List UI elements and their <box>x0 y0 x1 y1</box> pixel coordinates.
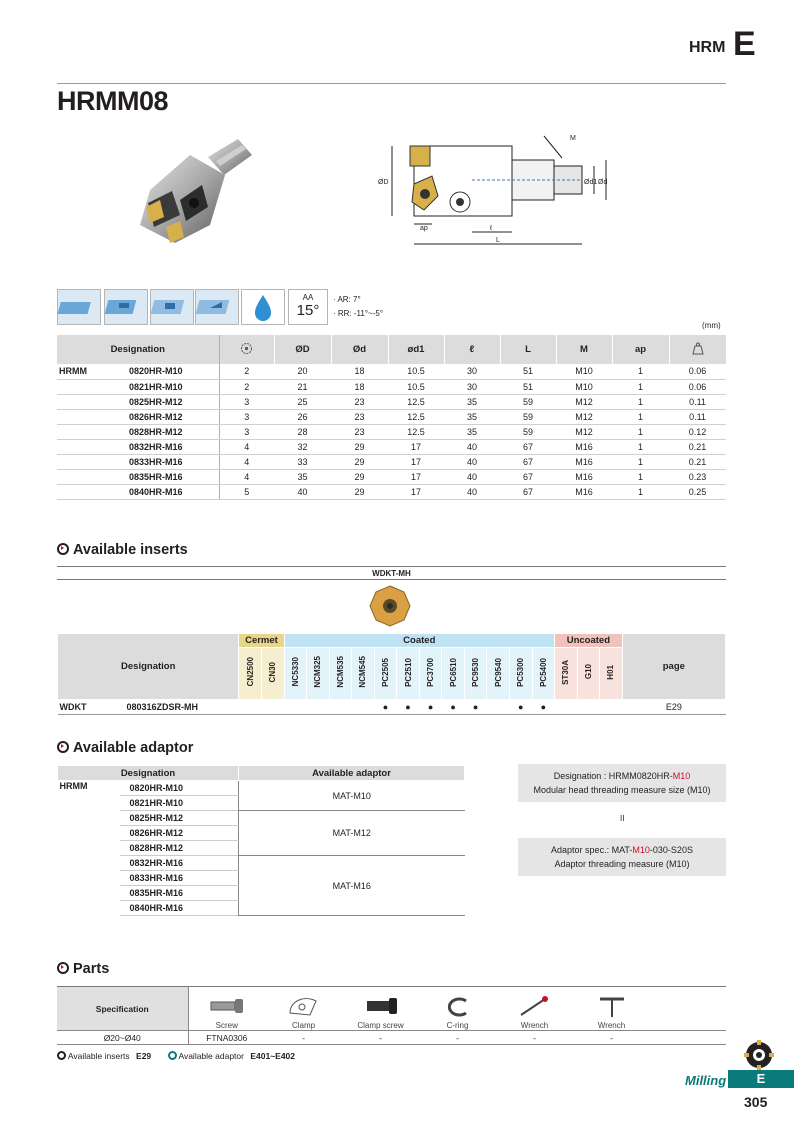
value-cell: 59 <box>500 424 556 439</box>
ap-header: ap <box>612 335 669 364</box>
table-row <box>57 424 726 439</box>
dim-label-l-small: ℓ <box>490 225 493 232</box>
grade-header: ST30A <box>555 648 578 700</box>
value-cell: 35 <box>444 409 500 424</box>
value-cell: 23 <box>331 409 388 424</box>
grade-availability-cell: ● <box>464 700 487 715</box>
group-cell <box>58 901 120 916</box>
value-cell: 51 <box>500 379 556 394</box>
part-screw: Screw <box>188 987 265 1031</box>
table-row <box>58 781 465 796</box>
grade-availability-cell <box>577 700 600 715</box>
designation-cell: 0825HR-M12 <box>119 394 219 409</box>
adaptor-cell: MAT-M16 <box>239 856 465 916</box>
value-cell: M16 <box>556 470 612 485</box>
table-row <box>57 394 726 409</box>
grade-header: PC5400 <box>532 648 555 700</box>
value-cell: 20 <box>274 364 331 379</box>
value-cell: M10 <box>556 379 612 394</box>
value-cell: 33 <box>274 455 331 470</box>
designation-note-line1: Designation : HRMM0820HR-M10 <box>553 771 691 781</box>
value-cell: 59 <box>500 409 556 424</box>
insert-type: WDKT 080316ZDSR-MH <box>58 700 239 715</box>
rake-angle-notes <box>333 293 383 321</box>
dim-label-m: M <box>570 135 576 142</box>
inserts-section-title: Available inserts <box>57 542 188 558</box>
table-row <box>57 409 726 424</box>
page-title: HRMM08 <box>57 86 169 116</box>
dim-label-d: Ød <box>598 179 608 186</box>
value-cell: 1 <box>612 424 669 439</box>
part-clamp: Clamp <box>265 987 342 1031</box>
grade-header: PC9540 <box>487 648 510 700</box>
value-cell: 5 <box>219 485 274 500</box>
value-cell: 35 <box>444 394 500 409</box>
value-cell: 25 <box>274 394 331 409</box>
value-cell: M12 <box>556 424 612 439</box>
table-row <box>57 364 726 379</box>
value-cell: 0.21 <box>669 455 726 470</box>
value-cell: 1 <box>612 379 669 394</box>
section-bullet-icon <box>57 543 69 555</box>
designation-cell: 0835HR-M16 <box>120 886 239 901</box>
value-cell: 18 <box>331 364 388 379</box>
value-cell: 1 <box>612 409 669 424</box>
designation-cell: 0820HR-M10 <box>119 364 219 379</box>
c-ring-icon <box>438 993 478 1019</box>
value-cell: 40 <box>274 485 331 500</box>
parts-image-row <box>57 987 726 1031</box>
group-cell <box>57 485 119 500</box>
category-label: Milling <box>685 1073 727 1088</box>
value-cell: 17 <box>388 470 444 485</box>
table-row <box>58 856 465 871</box>
thread-header: M <box>556 335 612 364</box>
grade-availability-cell <box>307 700 330 715</box>
weight-header <box>669 335 726 364</box>
designation-cell: 0832HR-M16 <box>119 439 219 454</box>
page-number: 305 <box>744 1094 768 1110</box>
grade-availability-cell <box>352 700 375 715</box>
group-cell: HRMM <box>57 364 119 379</box>
footer-adaptor-label: Available adaptor <box>178 1051 244 1061</box>
dim-label-od1: Ød1 <box>584 179 598 186</box>
part-c-ring: C-ring <box>419 987 496 1031</box>
designation-note <box>518 764 726 802</box>
designation-cell: 0833HR-M16 <box>119 455 219 470</box>
axial-rake-note: · AR: 7° <box>333 295 361 304</box>
group-cell <box>57 409 119 424</box>
value-cell: 29 <box>331 439 388 454</box>
adaptor-cell: MAT-M10 <box>239 781 465 811</box>
group-cell <box>58 811 120 826</box>
grade-availability-cell <box>487 700 510 715</box>
designation-cell: 0825HR-M12 <box>120 811 239 826</box>
od-header: ØD <box>274 335 331 364</box>
value-cell: 17 <box>388 439 444 454</box>
value-cell: 4 <box>219 439 274 454</box>
value-cell: 10.5 <box>388 379 444 394</box>
clamp-screw-icon <box>361 993 401 1019</box>
grade-availability-cell <box>555 700 578 715</box>
value-cell: 30 <box>444 379 500 394</box>
insert-designation-header: Designation <box>58 634 239 700</box>
value-cell: 17 <box>388 485 444 500</box>
value-cell: 23 <box>331 394 388 409</box>
designation-cell: 0832HR-M16 <box>120 856 239 871</box>
value-cell: M16 <box>556 485 612 500</box>
value-cell: 67 <box>500 485 556 500</box>
cutter-logo-icon <box>744 1040 774 1070</box>
approach-angle-box <box>288 289 328 325</box>
value-cell: M16 <box>556 455 612 470</box>
grade-availability-cell: ● <box>509 700 532 715</box>
dim-label-l: L <box>496 237 500 244</box>
header-letter: E <box>733 25 756 63</box>
value-cell: 1 <box>612 455 669 470</box>
insert-page-link[interactable]: E29 <box>622 700 725 715</box>
grade-availability-cell: ● <box>419 700 442 715</box>
value-cell: 40 <box>444 439 500 454</box>
group-cell <box>57 394 119 409</box>
product-photo <box>120 135 260 250</box>
value-cell: 1 <box>612 485 669 500</box>
designation-cell: 0828HR-M12 <box>119 424 219 439</box>
value-cell: M12 <box>556 409 612 424</box>
value-cell: 4 <box>219 455 274 470</box>
grade-header: NC5330 <box>284 648 307 700</box>
approach-angle-value: 15° <box>296 302 320 319</box>
grade-availability-cell <box>261 700 284 715</box>
insert-name-bar <box>57 566 726 580</box>
value-cell: 12.5 <box>388 409 444 424</box>
grade-header: NCM325 <box>307 648 330 700</box>
value-cell: M10 <box>556 364 612 379</box>
parts-spec-value: Ø20~Ø40 <box>57 1031 188 1045</box>
value-cell: 0.12 <box>669 424 726 439</box>
grade-header: CN2500 <box>239 648 262 700</box>
designation-cell: 0826HR-M12 <box>119 409 219 424</box>
page-header: page <box>622 634 725 700</box>
footer-inserts-label: Available inserts <box>67 1051 130 1061</box>
designation-header: Designation <box>57 335 219 364</box>
coated-group: Coated <box>284 634 555 648</box>
technical-drawing <box>372 132 617 257</box>
section-bullet-icon <box>57 962 69 974</box>
group-cell <box>58 886 120 901</box>
grade-availability-cell: ● <box>397 700 420 715</box>
value-cell: 1 <box>612 364 669 379</box>
value-cell: 18 <box>331 379 388 394</box>
adaptor-cell: MAT-M12 <box>239 811 465 856</box>
spec-table <box>57 335 726 500</box>
adaptor-header-row <box>58 766 465 781</box>
radial-rake-note: · RR: -11°~-5° <box>333 309 384 318</box>
grade-header: PC6510 <box>442 648 465 700</box>
value-cell: 67 <box>500 470 556 485</box>
value-cell: 67 <box>500 439 556 454</box>
table-row <box>57 379 726 394</box>
grade-header: PC2505 <box>374 648 397 700</box>
flutes-header <box>219 335 274 364</box>
table-row <box>57 470 726 485</box>
footer-inserts-page[interactable]: E29 <box>136 1051 152 1061</box>
group-cell <box>58 871 120 886</box>
value-cell: 35 <box>274 470 331 485</box>
value-cell: 51 <box>500 364 556 379</box>
parts-value-c-ring: - <box>456 1032 459 1043</box>
value-cell: 23 <box>331 424 388 439</box>
insert-image <box>368 584 412 628</box>
parts-value-clamp: - <box>302 1032 305 1043</box>
grade-availability-cell: ● <box>374 700 397 715</box>
value-cell: 0.21 <box>669 439 726 454</box>
dim-label-od: ØD <box>378 179 389 186</box>
insert-row <box>58 700 726 715</box>
value-cell: 0.06 <box>669 379 726 394</box>
value-cell: 1 <box>612 439 669 454</box>
value-cell: 3 <box>219 409 274 424</box>
group-cell <box>58 796 120 811</box>
value-cell: 0.11 <box>669 394 726 409</box>
group-cell <box>57 379 119 394</box>
value-cell: 0.23 <box>669 470 726 485</box>
total-length-header: L <box>500 335 556 364</box>
coolant-icon <box>241 289 285 325</box>
length-header: ℓ <box>444 335 500 364</box>
parts-section-title: Parts <box>57 961 109 977</box>
value-cell: 40 <box>444 470 500 485</box>
value-cell: 3 <box>219 394 274 409</box>
wrench-icon <box>515 993 555 1019</box>
weight-icon <box>690 342 706 355</box>
value-cell: M16 <box>556 439 612 454</box>
adaptor-available-header: Available adaptor <box>239 766 465 781</box>
value-cell: 21 <box>274 379 331 394</box>
value-cell: 3 <box>219 424 274 439</box>
designation-cell: 0821HR-M10 <box>120 796 239 811</box>
designation-note-line2: Modular head threading measure size (M10) <box>533 785 711 795</box>
unit-label: (mm) <box>702 321 721 330</box>
value-cell: 67 <box>500 455 556 470</box>
part-wrench-1: Wrench <box>496 987 573 1031</box>
adaptor-spec-note-line2: Adaptor threading measure (M10) <box>554 859 690 869</box>
slotting-icon <box>104 289 148 325</box>
value-cell: M12 <box>556 394 612 409</box>
adaptor-section-title: Available adaptor <box>57 740 193 756</box>
value-cell: 40 <box>444 485 500 500</box>
grade-header: PC2510 <box>397 648 420 700</box>
designation-cell: 0826HR-M12 <box>120 826 239 841</box>
flute-count-icon <box>240 342 253 355</box>
reference-bullet-icon <box>168 1051 177 1060</box>
header-section: HRM <box>689 39 726 56</box>
reference-bullet-icon <box>57 1051 66 1060</box>
value-cell: 2 <box>219 364 274 379</box>
spec-header-row <box>57 335 726 364</box>
t-wrench-icon <box>592 993 632 1019</box>
value-cell: 35 <box>444 424 500 439</box>
screw-icon <box>207 993 247 1019</box>
designation-cell: 0828HR-M12 <box>120 841 239 856</box>
value-cell: 1 <box>612 470 669 485</box>
value-cell: 26 <box>274 409 331 424</box>
face-milling-icon <box>57 289 101 325</box>
section-bullet-icon <box>57 741 69 753</box>
header-rule <box>57 83 726 84</box>
d-header: Ød <box>331 335 388 364</box>
value-cell: 4 <box>219 470 274 485</box>
designation-cell: 0820HR-M10 <box>120 781 239 796</box>
equals-mark: II <box>620 814 625 823</box>
grade-header: PC3700 <box>419 648 442 700</box>
grade-header: PC5300 <box>509 648 532 700</box>
designation-cell: 0833HR-M16 <box>120 871 239 886</box>
grade-header: G10 <box>577 648 600 700</box>
value-cell: 29 <box>331 470 388 485</box>
parts-value-row <box>57 1031 726 1045</box>
inserts-table <box>57 633 726 715</box>
clamp-icon <box>284 993 324 1019</box>
value-cell: 10.5 <box>388 364 444 379</box>
table-row <box>57 455 726 470</box>
table-row <box>57 439 726 454</box>
value-cell: 29 <box>331 455 388 470</box>
part-wrench-2: Wrench <box>573 987 650 1031</box>
designation-cell: 0840HR-M16 <box>120 901 239 916</box>
footer-references <box>57 1051 295 1061</box>
section-tab[interactable]: E <box>728 1070 794 1088</box>
designation-cell: 0821HR-M10 <box>119 379 219 394</box>
group-cell <box>58 826 120 841</box>
insert-name: WDKT-MH <box>57 566 726 580</box>
group-cell <box>57 455 119 470</box>
d1-header: ød1 <box>388 335 444 364</box>
uncoated-group: Uncoated <box>555 634 623 648</box>
table-row <box>58 811 465 826</box>
value-cell: 32 <box>274 439 331 454</box>
parts-value-wrench-2: - <box>610 1032 613 1043</box>
value-cell: 28 <box>274 424 331 439</box>
approach-angle-label: AA <box>302 293 314 302</box>
group-cell <box>57 439 119 454</box>
part-clamp-screw: Clamp screw <box>342 987 419 1031</box>
designation-cell: 0840HR-M16 <box>119 485 219 500</box>
grade-header: PC9530 <box>464 648 487 700</box>
parts-table <box>57 986 726 1045</box>
adaptor-designation-header: Designation <box>58 766 239 781</box>
value-cell: 0.11 <box>669 409 726 424</box>
grade-header: H01 <box>600 648 623 700</box>
ramping-icon <box>195 289 239 325</box>
grade-availability-cell: ● <box>442 700 465 715</box>
cermet-group: Cermet <box>239 634 284 648</box>
table-row <box>57 485 726 500</box>
adaptor-spec-note-line1: Adaptor spec.: MAT-M10-030-S20S <box>551 845 693 855</box>
grade-availability-cell: ● <box>532 700 555 715</box>
group-cell <box>58 856 120 871</box>
value-cell: 59 <box>500 394 556 409</box>
value-cell: 12.5 <box>388 424 444 439</box>
value-cell: 29 <box>331 485 388 500</box>
dim-label-ap: ap <box>420 225 428 232</box>
value-cell: 17 <box>388 455 444 470</box>
grade-header: CN30 <box>261 648 284 700</box>
value-cell: 30 <box>444 364 500 379</box>
value-cell: 40 <box>444 455 500 470</box>
grade-header: NCM535 <box>329 648 352 700</box>
value-cell: 0.06 <box>669 364 726 379</box>
parts-value-wrench-1: - <box>533 1032 536 1043</box>
designation-cell: 0835HR-M16 <box>119 470 219 485</box>
footer-adaptor-pages[interactable]: E401~E402 <box>250 1051 296 1061</box>
group-cell <box>57 470 119 485</box>
parts-value-clamp-screw: - <box>379 1032 382 1043</box>
group-cell: HRMM <box>59 781 88 791</box>
value-cell: 2 <box>219 379 274 394</box>
value-cell: 0.25 <box>669 485 726 500</box>
grade-header: NCM545 <box>352 648 375 700</box>
grade-availability-cell <box>600 700 623 715</box>
parts-spec-header: Specification <box>57 987 188 1031</box>
group-cell <box>57 424 119 439</box>
pocketing-icon <box>150 289 194 325</box>
adaptor-table <box>57 765 465 916</box>
value-cell: 12.5 <box>388 394 444 409</box>
parts-value-screw: FTNA0306 <box>206 1032 248 1043</box>
grade-group-row <box>58 634 726 648</box>
grade-availability-cell <box>329 700 352 715</box>
adaptor-spec-note <box>518 838 726 876</box>
group-cell <box>58 841 120 856</box>
value-cell: 1 <box>612 394 669 409</box>
grade-availability-cell <box>284 700 307 715</box>
grade-availability-cell <box>239 700 262 715</box>
